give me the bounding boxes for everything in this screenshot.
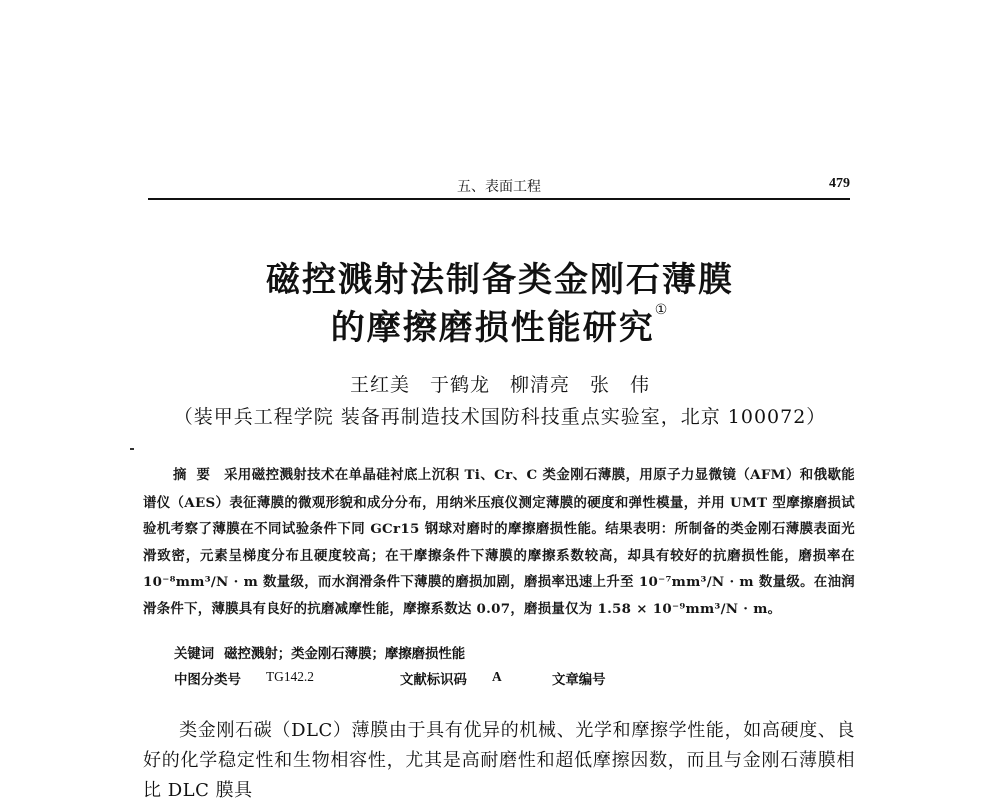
header-rule	[148, 198, 850, 200]
title-footnote-mark: ①	[654, 302, 670, 318]
abstract-text: 采用磁控溅射技术在单晶硅衬底上沉积 Ti、Cr、C 类金刚石薄膜，用原子力显微镜（AFM）和俄歇能谱仪（AES）表征薄膜的微观形貌和成分分布，用纳米压痕仪测定薄膜的硬度和弹性模量，并用 UMT 型摩擦磨损试验机考察了薄膜在不同试验条件下同 GCr15 钢球对磨时的摩擦磨损性能。结果表明：所制备的类金刚石薄膜表面光滑致密，元素呈梯度分布且硬度较高；在干摩擦条件下薄膜的摩擦系数较高，却具有较好的抗磨损性能，磨损率在 10⁻⁸mm³/N · m 数量级，而水润滑条件下薄膜的磨损加剧，磨损率迅速上升至 10⁻⁷mm³/N · m 数量级。在油润滑条件下，薄膜具有良好的抗磨减摩性能，摩擦系数达 0.07，磨损量仅为 1.58 × 10⁻⁹mm³/N · m。	[143, 467, 855, 617]
abstract-label: 摘要	[173, 468, 221, 483]
page-number: 479	[829, 176, 850, 191]
margin-mark	[130, 448, 134, 450]
keywords	[174, 643, 465, 662]
article-number-label: 文章编号	[552, 673, 606, 688]
clc-value: TG142.2	[266, 669, 314, 684]
paper-title-line2-text: 的摩擦磨损性能研究	[330, 308, 655, 348]
doc-code-label: 文献标识码	[400, 673, 467, 688]
doc-code-value: A	[492, 669, 502, 684]
body-paragraph-text: 类金刚石碳（DLC）薄膜由于具有优异的机械、光学和摩擦学性能，如高硬度、良好的化学稳定性和生物相容性，尤其是高耐磨性和超低摩擦因数，而且与金刚石薄膜相比 DLC 膜具	[143, 720, 855, 801]
author-list: 王红美 于鹤龙 柳清亮 张 伟	[349, 374, 650, 396]
paper-title-line1: 磁控溅射法制备类金刚石薄膜	[266, 260, 734, 300]
keywords-label: 关键词	[174, 647, 215, 662]
abstract	[143, 462, 855, 622]
body-paragraph	[143, 716, 855, 806]
page-header	[148, 174, 850, 196]
keywords-text: 磁控溅射；类金刚石薄膜；摩擦磨损性能	[224, 646, 466, 662]
affiliation: （装甲兵工程学院 装备再制造技术国防科技重点实验室，北京 100072）	[173, 406, 827, 428]
paper-title-line2	[0, 300, 1000, 349]
section-title: 五、表面工程	[457, 179, 541, 195]
clc-label: 中图分类号	[174, 673, 241, 688]
